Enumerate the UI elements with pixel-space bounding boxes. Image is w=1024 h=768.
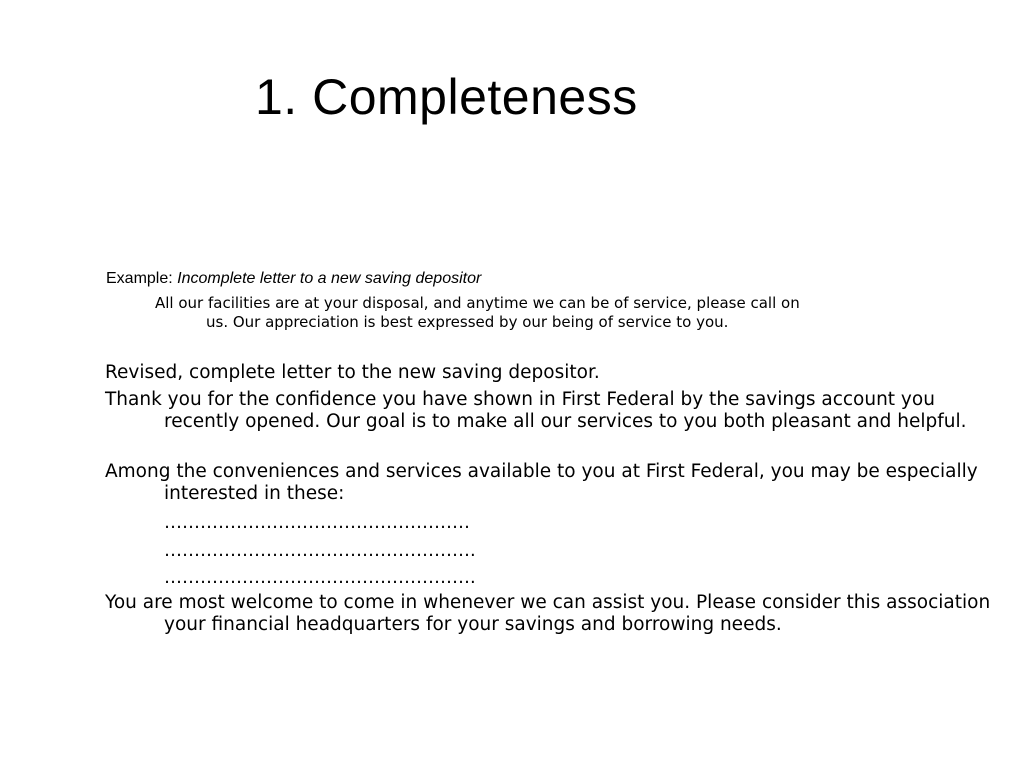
placeholder-line-1: …………………………………………… — [164, 512, 470, 533]
revised-paragraph-3: You are most welcome to come in whenever we can assist you. Please consider this association your financial headquarters for your savings and borrowing needs. — [105, 592, 991, 635]
example-line-2: us. Our appreciation is best expressed by our being of service to you. — [206, 313, 729, 331]
example-prefix: Example: — [106, 270, 173, 287]
example-label — [106, 268, 481, 290]
example-subtitle: Incomplete letter to a new saving depositor — [177, 270, 482, 287]
example-line-1: All our facilities are at your disposal, and anytime we can be of service, please call on — [155, 294, 800, 312]
placeholder-line-3: ……………………………………………. — [164, 567, 476, 588]
slide-title: 1. Completeness — [255, 69, 638, 125]
example-letter — [155, 294, 955, 332]
revised-paragraph-1: Thank you for the confidence you have shown in First Federal by the savings account you recently opened. Our goal is to make all our services to you both pleasant and helpful. — [105, 389, 967, 432]
placeholder-line-2: ……………………………………………. — [164, 540, 476, 561]
revised-heading: Revised, complete letter to the new saving depositor. — [105, 362, 600, 383]
revised-paragraph-2: Among the conveniences and services available to you at First Federal, you may be especially interested in these: — [105, 461, 978, 504]
